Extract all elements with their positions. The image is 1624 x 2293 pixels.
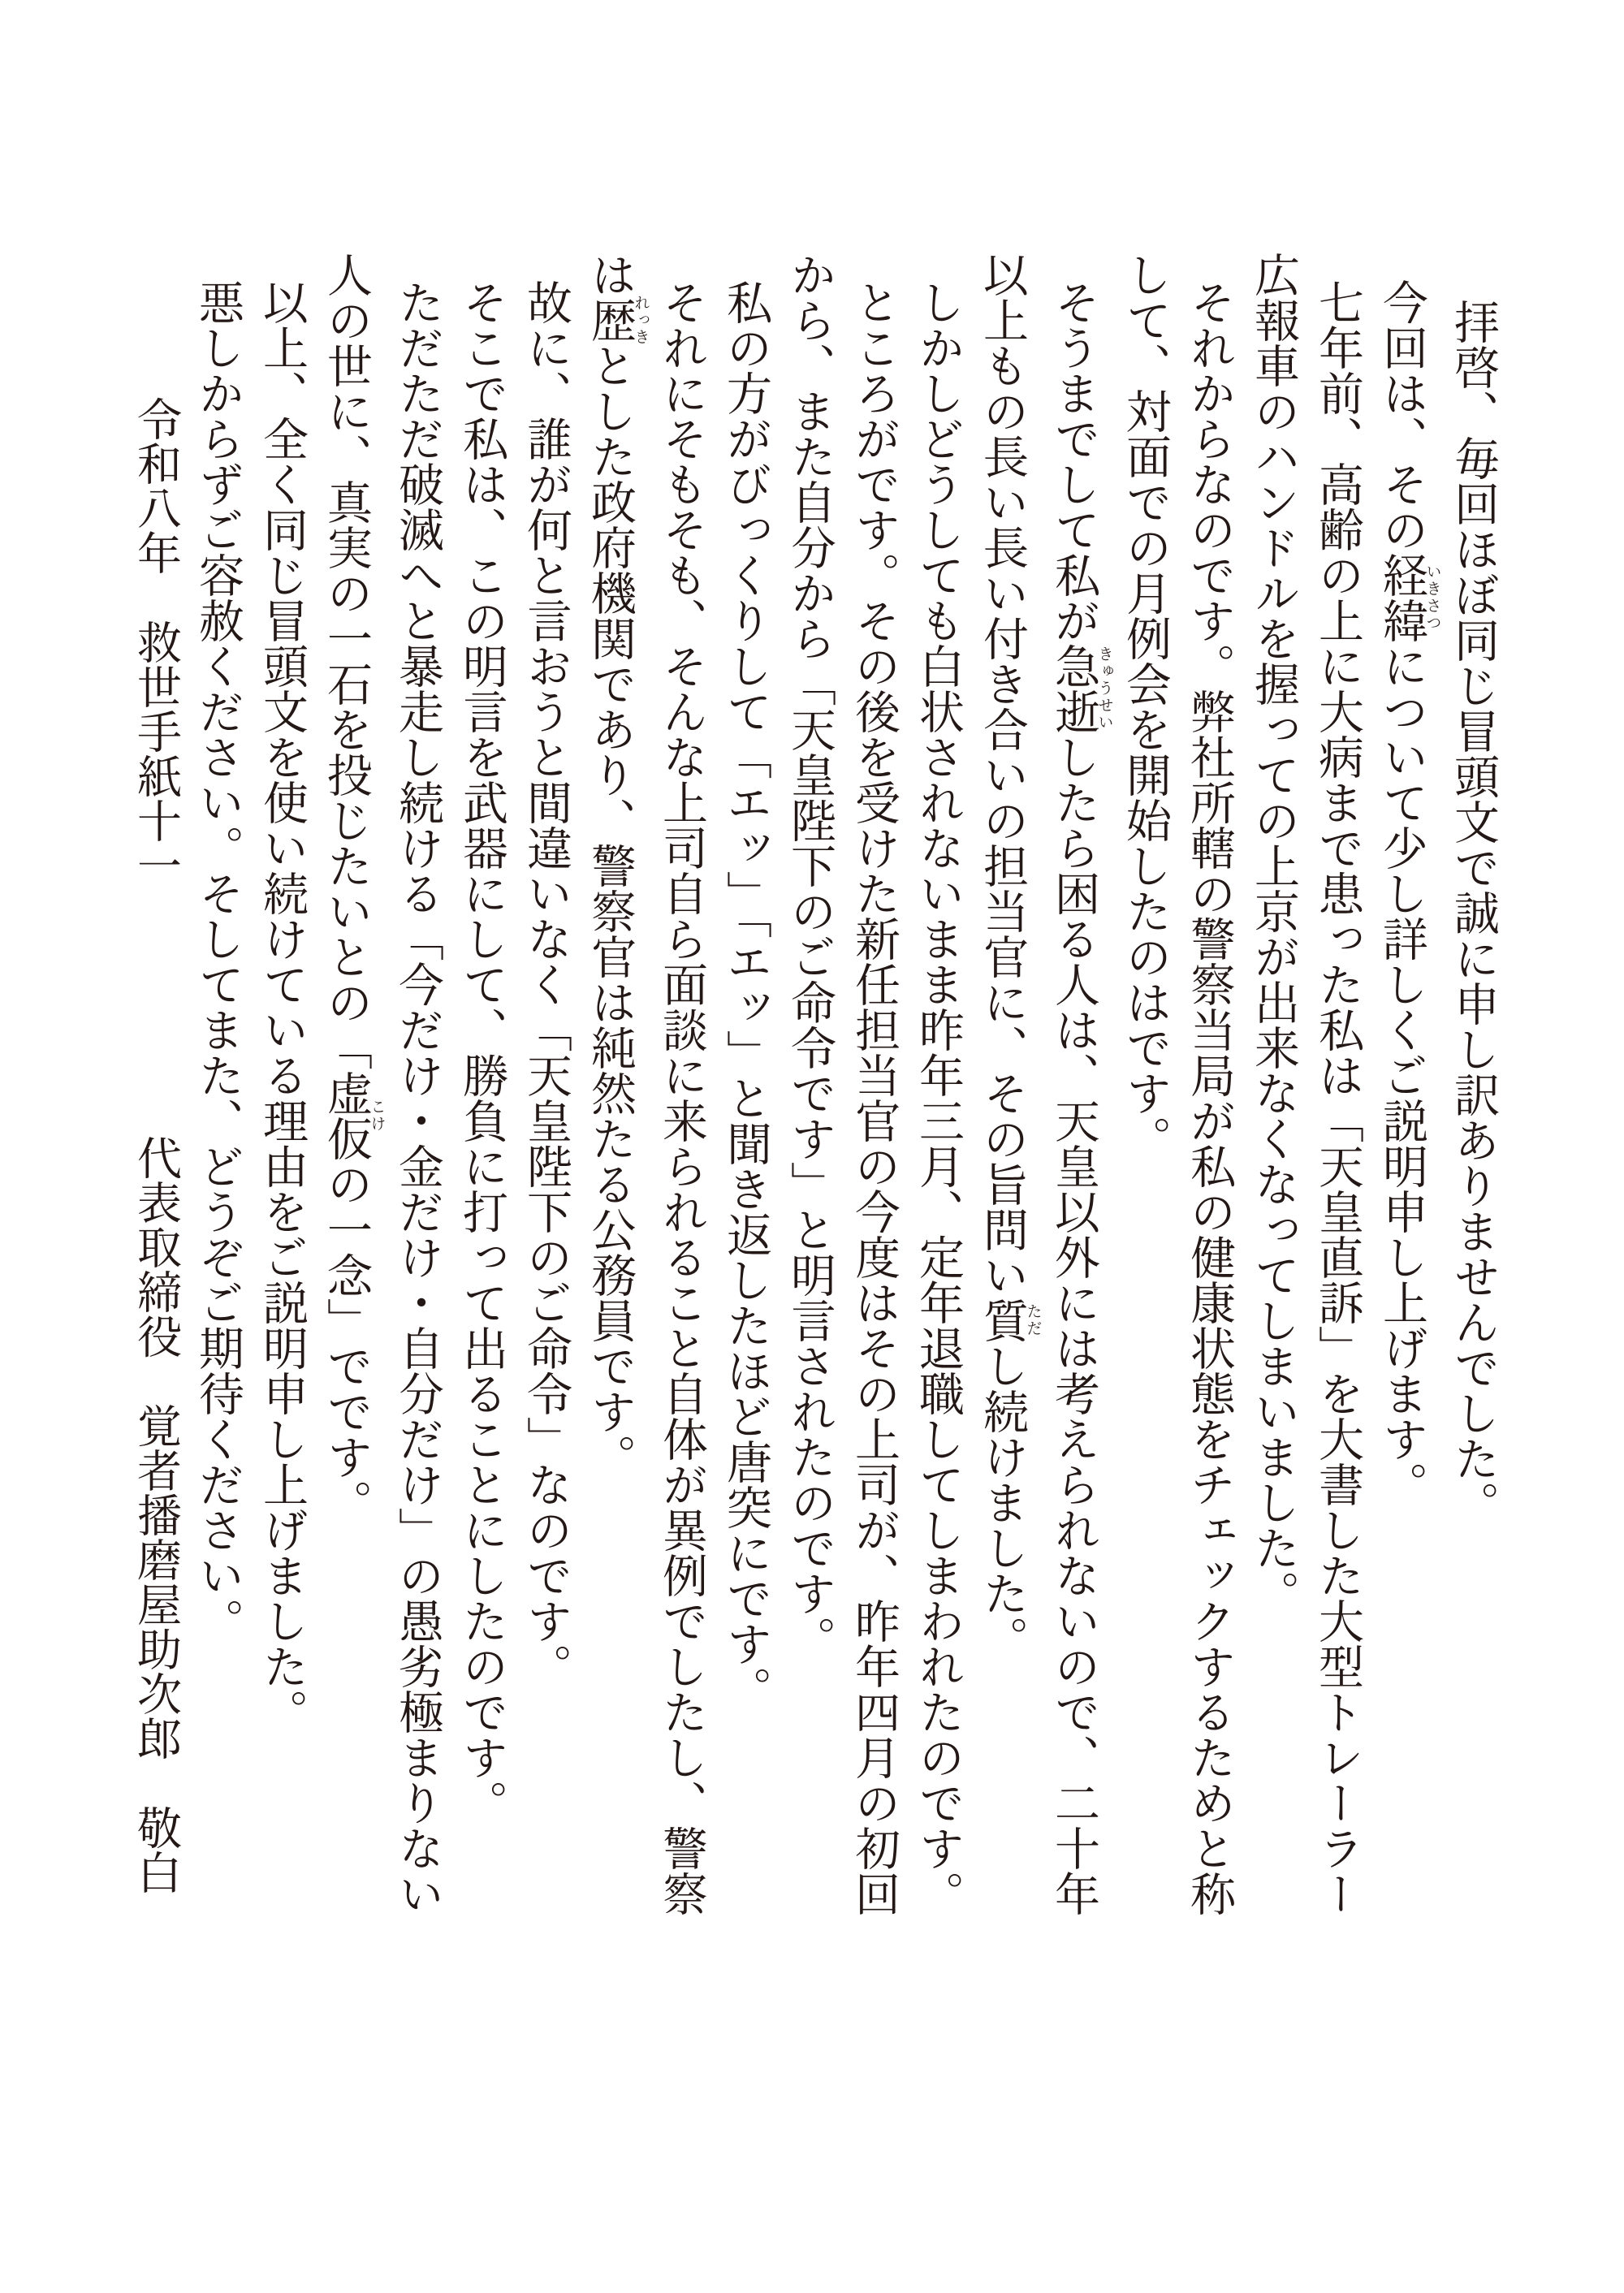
text-column-13: それにそもそも、そんな上司自ら面談に来られること自体が異例でしたし、警察 [656,279,706,1916]
ruby-annotated-word: 急逝きゅうせい [1048,643,1113,734]
text-column-17: ただただ破滅へと暴走し続ける「今だけ・金だけ・自分だけ」の愚劣極まりない [392,279,443,1916]
text-column-18: 人の世に、真実の一石を投じたいとの「虚仮こけの一念」でです。 [321,252,386,1525]
text-column-8: 以上もの長い長い付き合いの担当官に、その旨問い質ただし続けました。 [977,252,1042,1661]
text-column-9: しかしどうしても白状されないまま昨年三月、定年退職してしまわれたのです。 [913,279,963,1916]
text-column-20: 悪しからずご容赦ください。そしてまた、どうぞご期待ください。 [192,279,243,1643]
text-column-14: は歴れっきとした政府機関であり、警察官は純然たる公務員です。 [585,252,650,1479]
text-column-16: そこで私は、この明言を武器にして、勝負に打って出ることにしたのです。 [456,279,507,1825]
text-column-2: 今回は、その経緯いきさつについて少し詳しくご説明申し上げます。 [1376,279,1441,1507]
text-column-19: 以上、全く同じ冒頭文を使い続けている理由をご説明申し上げました。 [257,279,307,1734]
letter-body [185,252,1505,2006]
text-column-5: それからなのです。弊社所轄の警察当局が私の健康状態をチェックするためと称 [1184,279,1234,1916]
signature-line [123,1135,188,1894]
ruby-annotated-word: 虚仮こけ [321,1070,386,1161]
ruby-annotated-word: 歴れっき [585,294,650,346]
text-column-3: 七年前、高齢の上に大病まで患った私は「天皇直訴」を大書した大型トレーラー [1312,279,1363,1916]
date-line [123,396,188,887]
signature-text: 代表取締役 覚者播磨屋助次郎 敬白 [131,1135,180,1894]
text-column-11: から、また自分から「天皇陛下のご命令です」と明言されたのです。 [784,252,835,1661]
text-column-6: して、対面での月例会を開始したのはです。 [1120,252,1170,1161]
text-column-4: 広報車のハンドルを握っての上京が出来なくなってしまいました。 [1248,252,1298,1616]
text-column-12: 私の方がびっくりして「エッ」「エッ」と聞き返したほど唐突にです。 [720,279,771,1712]
text-column-7: そうまでして私が急逝きゅうせいしたら困る人は、天皇以外には考えられないので、二十年 [1048,279,1113,1916]
ruby-annotated-word: 経緯いきさつ [1376,552,1441,643]
text-column-15: 故に、誰が何と言おうと間違いなく「天皇陛下のご命令」なのです。 [520,279,571,1689]
ruby-annotated-word: 質ただ [977,1298,1042,1343]
date-text: 令和八年 救世手紙十一 [131,396,180,887]
text-column-10: ところがです。その後を受けた新任担当官の今度はその上司が、昨年四月の初回 [849,279,899,1916]
text-column-1: 拝啓、毎回ほぼ同じ冒頭文で誠に申し訳ありませんでした。 [1448,299,1498,1527]
